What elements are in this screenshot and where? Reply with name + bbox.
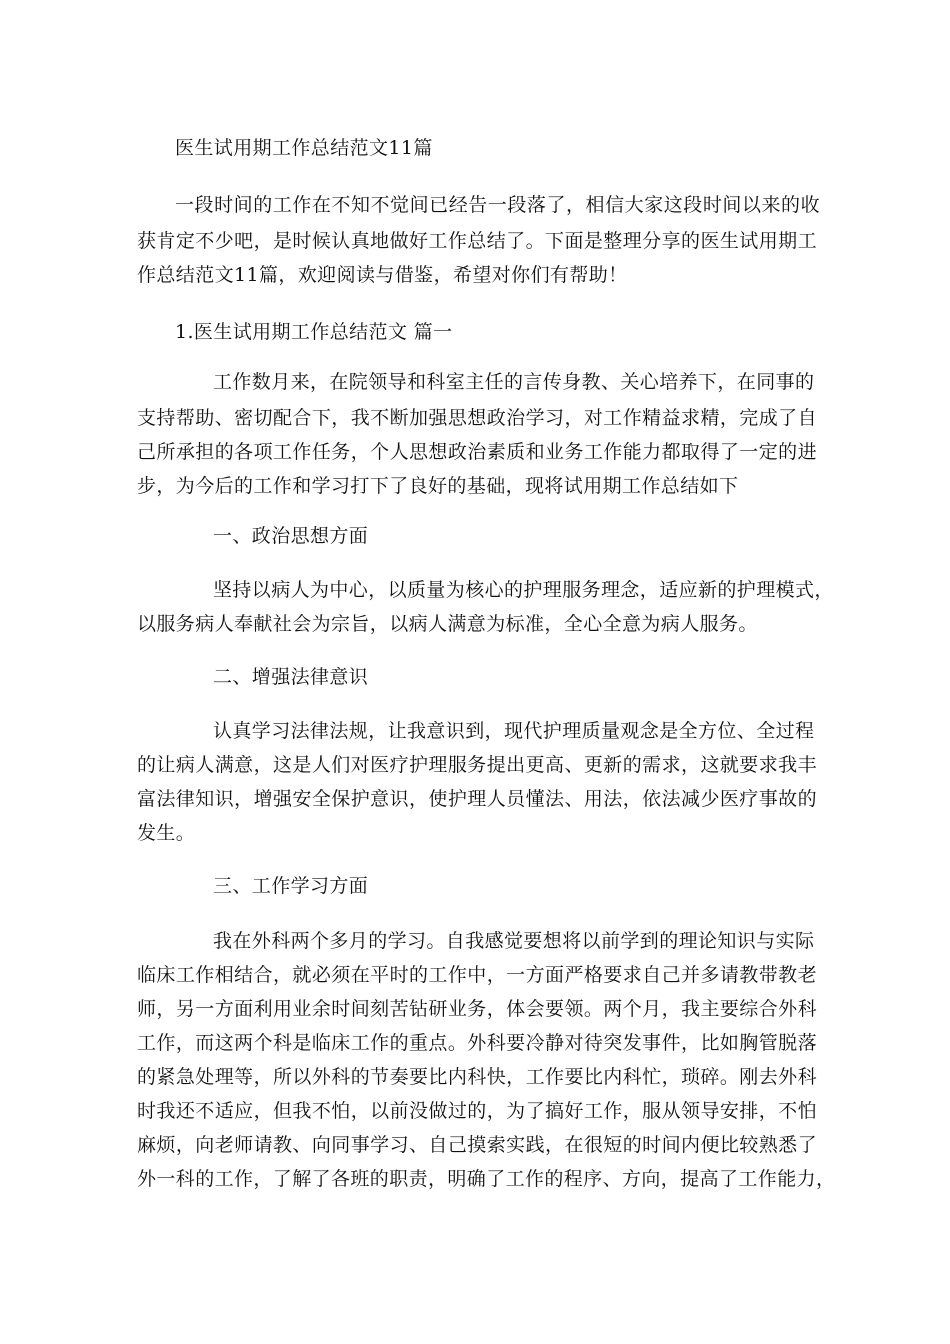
document-title: 医生试用期工作总结范文11篇 xyxy=(175,137,433,159)
paragraph-line: 工作，而这两个科是临床工作的重点。外科要冷静对待突发事件，比如胸管脱落 xyxy=(137,1032,817,1054)
paragraph-line: 的让病人满意，这是人们对医疗护理服务提出更高、更新的需求，这就要求我丰 xyxy=(137,754,817,776)
paragraph-line: 步，为今后的工作和学习打下了良好的基础，现将试用期工作总结如下 xyxy=(137,475,739,497)
paragraph-line: 富法律知识，增强安全保护意识，使护理人员懂法、用法，依法减少医疗事故的 xyxy=(137,788,817,810)
section-heading: 二、增强法律意识 xyxy=(213,666,369,688)
section-title: 1.医生试用期工作总结范文 篇一 xyxy=(175,321,453,343)
section-heading: 三、工作学习方面 xyxy=(213,875,369,897)
paragraph-line: 外一科的工作，了解了各班的职责，明确了工作的程序、方向，提高了工作能力， xyxy=(137,1168,836,1190)
paragraph-line: 发生。 xyxy=(137,822,196,844)
paragraph-line: 的紧急处理等，所以外科的节奏要比内科快，工作要比内科忙，琐碎。刚去外科 xyxy=(137,1066,817,1088)
intro-line: 一段时间的工作在不知不觉间已经告一段落了，相信大家这段时间以来的收 xyxy=(175,194,820,216)
intro-line: 获肯定不少吧，是时候认真地做好工作总结了。下面是整理分享的医生试用期工 xyxy=(137,230,817,252)
paragraph-line: 工作数月来，在院领导和科室主任的言传身教、关心培养下，在同事的 xyxy=(213,371,815,393)
paragraph-line: 己所承担的各项工作任务，个人思想政治素质和业务工作能力都取得了一定的进 xyxy=(137,441,817,463)
section-heading: 一、政治思想方面 xyxy=(213,525,369,547)
paragraph-line: 麻烦，向老师请教、向同事学习、自己摸索实践，在很短的时间内便比较熟悉了 xyxy=(137,1134,817,1156)
intro-line: 作总结范文11篇，欢迎阅读与借鉴，希望对你们有帮助！ xyxy=(137,264,628,286)
paragraph-line: 坚持以病人为中心，以质量为核心的护理服务理念，适应新的护理模式， xyxy=(213,579,834,601)
paragraph-line: 我在外科两个多月的学习。自我感觉要想将以前学到的理论知识与实际 xyxy=(213,930,815,952)
paragraph-line: 支持帮助、密切配合下，我不断加强思想政治学习，对工作精益求精，完成了自 xyxy=(137,407,817,429)
paragraph-line: 师，另一方面利用业余时间刻苦钻研业务，体会要领。两个月，我主要综合外科 xyxy=(137,998,817,1020)
paragraph-line: 以服务病人奉献社会为宗旨，以病人满意为标准，全心全意为病人服务。 xyxy=(137,613,758,635)
paragraph-line: 认真学习法律法规，让我意识到，现代护理质量观念是全方位、全过程 xyxy=(213,720,815,742)
paragraph-line: 临床工作相结合，就必须在平时的工作中，一方面严格要求自己并多请教带教老 xyxy=(137,964,817,986)
paragraph-line: 时我还不适应，但我不怕，以前没做过的，为了搞好工作，服从领导安排，不怕 xyxy=(137,1100,817,1122)
